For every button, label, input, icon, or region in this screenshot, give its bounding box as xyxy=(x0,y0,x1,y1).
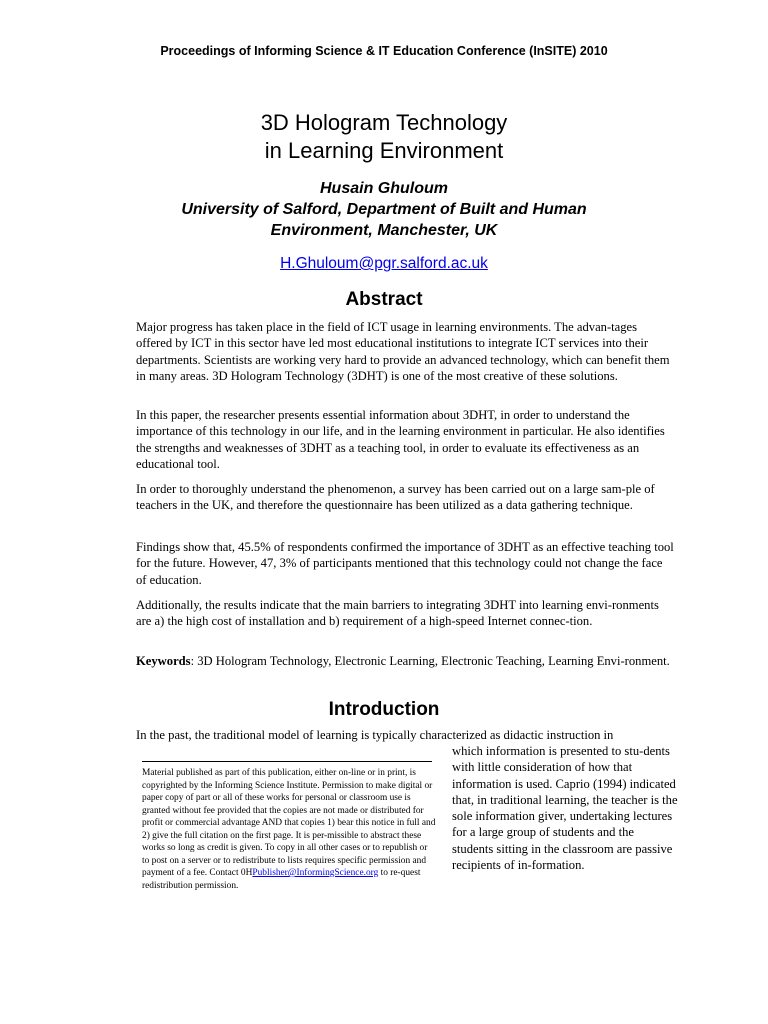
introduction-heading: Introduction xyxy=(328,699,440,720)
publisher-email-link[interactable]: Publisher@InformingScience.org xyxy=(252,868,379,878)
introduction-first-line: In the past, the traditional model of learning is typically characterized as didactic instruction in xyxy=(136,728,614,742)
author-email-link[interactable]: H.Ghuloum@pgr.salford.ac.uk xyxy=(280,255,488,272)
introduction-column-text: which information is presented to stu-dents with little consideration of how that information is used. Caprio (1994) indicated that, in traditional learning, the teacher is the sole information giver, undertaking lectures for a large group of students and the students sitting in the classroom are passive recipients of in-formation. xyxy=(452,744,678,873)
keywords-label: Keywords xyxy=(136,654,191,668)
author-block xyxy=(0,178,768,241)
running-header: Proceedings of Informing Science & IT Education Conference (InSITE) 2010 xyxy=(160,44,608,58)
title-line-2: in Learning Environment xyxy=(264,138,504,163)
email-block xyxy=(0,255,768,273)
abstract-heading: Abstract xyxy=(345,289,423,310)
abstract-paragraph-2: In this paper, the researcher presents essential information about 3DHT, in order to understand the importance of this technology in our life, and in the learning environment in particular. He also identifies the strengths and weaknesses of 3DHT as a teaching tool, in order to evaluate its effectiveness as an educational tool. xyxy=(136,408,665,471)
footnote-text-end: to re-quest redistribution permission. xyxy=(142,868,421,891)
footnote-divider xyxy=(142,761,432,762)
footnote-text: Material published as part of this publication, either on-line or in print, is copyrighted by the Informing Science Institute. Permission to make digital or paper copy of part or all of these works for personal or classroom use is granted without fee provided that the copies are not made or distributed for profit or commercial advantage AND that copies 1) bear this notice in full and 2) give the full citation on the first page. It is per-missible to abstract these works so long as credit is given. To copy in all other cases or to republish or to post on a server or to redistribute to lists requires specific permission and payment of a fee. Contact 0H xyxy=(142,768,436,878)
abstract-paragraph-4: Findings show that, 45.5% of respondents confirmed the importance of 3DHT as an effective teaching tool for the future. However, 47, 3% of participants mentioned that this technology could not change the face of education. xyxy=(136,540,674,587)
abstract-paragraph-1: Major progress has taken place in the field of ICT usage in learning environments. The advan-tages offered by ICT in this sector have led most educational institutions to integrate ICT services into their departments. Scientists are working very hard to provide an advanced technology, which can benefit them in many areas. 3D Hologram Technology (3DHT) is one of the most creative of these solutions. xyxy=(136,320,670,383)
keywords-paragraph xyxy=(136,653,676,669)
keywords-text: : 3D Hologram Technology, Electronic Learning, Electronic Teaching, Learning Envi-ronment. xyxy=(190,654,670,668)
author-name: Husain Ghuloum xyxy=(320,180,448,197)
abstract-paragraph-5: Additionally, the results indicate that the main barriers to integrating 3DHT into learning envi-ronments are a) the high cost of installation and b) requirement of a high-speed Internet connec-tion. xyxy=(136,598,659,629)
paper-title xyxy=(0,109,768,165)
abstract-paragraph-3: In order to thoroughly understand the phenomenon, a survey has been carried out on a large sam-ple of teachers in the UK, and therefore the questionnaire has been utilized as a data gathering technique. xyxy=(136,482,655,513)
copyright-footnote xyxy=(142,767,436,892)
author-affiliation-line-2: Environment, Manchester, UK xyxy=(270,222,498,239)
title-line-1: 3D Hologram Technology xyxy=(260,110,508,135)
author-affiliation-line-1: University of Salford, Department of Built and Human xyxy=(181,201,587,218)
